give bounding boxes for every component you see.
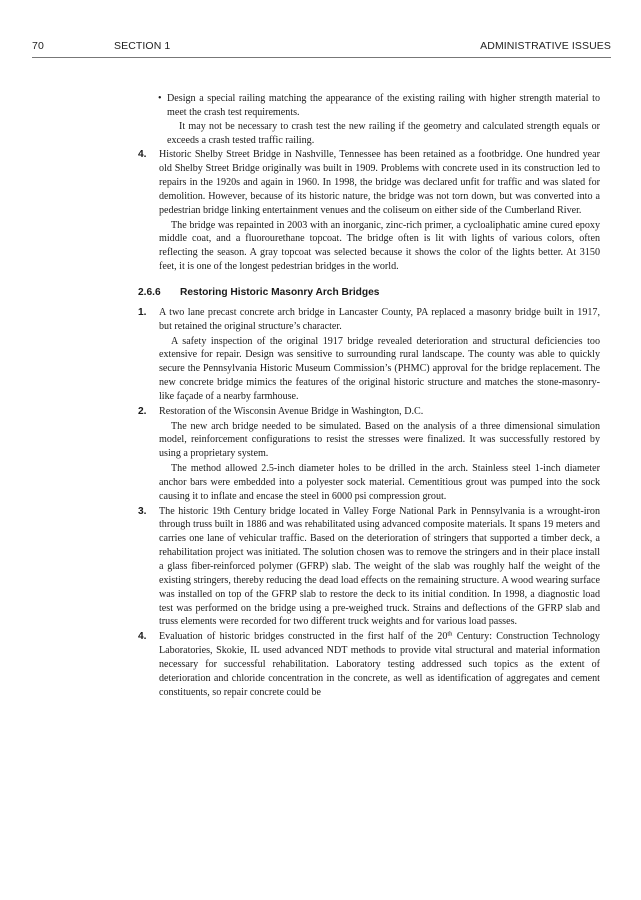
bullet-text: Design a special railing matching the appearance of the existing railing with higher strength material to meet the crash test requirements. (167, 93, 600, 118)
item-number: 2. (138, 405, 147, 417)
paragraph: Restoration of the Wisconsin Avenue Bridge in Washington, D.C. (159, 405, 424, 417)
bullet-followup: It may not be necessary to crash test the new railing if the geometry and calculated strength equals or exceeds a crash tested traffic railing. (167, 120, 600, 146)
paragraph: A two lane precast concrete arch bridge in Lancaster County, PA replaced a masonry bridge built in 1917, but retained the original structure’s character. (159, 306, 600, 332)
body-text (138, 92, 600, 699)
bullet-item (138, 92, 600, 147)
page-number: 70 (32, 40, 44, 52)
paragraph: Historic Shelby Street Bridge in Nashville, Tennessee has been retained as a footbridge. One hundred year old Shelby Street Bridge originally was built in 1909. Problems with concrete used in its construction led to repairs in the 1920s and again in 1960. In 1998, the bridge was declared unfit for traffic and was slated for demolition. However, because of its historic nature, the bridge was not torn down, but was converted into a pedestrian bridge linking entertainment venues and the coliseum on either side of the Cumberland River. (159, 149, 600, 216)
list-item-4-shelby (138, 148, 600, 274)
paragraph: The historic 19th Century bridge located in Valley Forge National Park in Pennsylvania is a wrought-iron through truss built in 1886 and was rehabilitated using advanced composite materials. It spans 19 meters and carries one lane of vehicular traffic. Based on the deterioration of stringers that supported a timber deck, a rehabilitation project was initiated. The solution chosen was to remove the stringers and in their place install a glass fiber-reinforced polymer (GFRP) slab. The weight of the slab was roughly half the weight of the existing stringers, thereby reducing the dead load effects on the remaining structure. A wood wearing surface was installed on top of the GFRP slab to restore the deck to its initial condition. In 1998, a diagnostic load test was performed on the bridge using a pre-weighed truck. Strains and deflections of the GFRP slab and truss elements were recorded for two different truck weights and for various load passes. (159, 505, 600, 628)
list-item-3-valley-forge (138, 505, 600, 630)
bullet-marker: • (158, 93, 162, 104)
item-number: 4. (138, 149, 147, 161)
item-number: 3. (138, 505, 147, 517)
paragraph (159, 630, 600, 699)
text-run: Evaluation of historic bridges constructed in the first half of the 20 (159, 631, 448, 643)
running-header (32, 40, 611, 56)
list-item-2-wisconsin (138, 405, 600, 504)
section-heading (138, 286, 600, 300)
paragraph: The method allowed 2.5-inch diameter holes to be drilled in the arch. Stainless steel 1-inch diameter anchor bars were embedded into a polyester sock material. Cementitious grout was pumped into the sock causing it to inflate and encase the steel in 6000 psi compression grout. (159, 463, 600, 502)
paragraph: The new arch bridge needed to be simulated. Based on the analysis of a three dimensional simulation model, reinforcement configurations to resist the stresses were finalized. It was successfully restored by using a proprietary system. (159, 420, 600, 460)
section-number: 2.6.6 (138, 286, 161, 298)
paragraph: A safety inspection of the original 1917 bridge revealed deterioration and structural deficiencies too extensive for repair. Design was sensitive to surrounding rural landscape. The county was able to quickly secure the Pennsylvania Historic Museum Commission’s (PHMC) approval for the bridge replacement. The new concrete bridge mimics the features of the original historic structure and matches the stone-masonry-like façade of a nearby farmhouse. (159, 335, 600, 402)
item-number: 1. (138, 306, 147, 318)
paragraph: The bridge was repainted in 2003 with an inorganic, zinc-rich primer, a cycloaliphatic amine cured epoxy middle coat, and a fluorourethane topcoat. The bridge often is lit with lights of various colors, often reflecting the season. A gray topcoat was selected because it shows the color of the lights better. At 3150 feet, it is one of the longest pedestrian bridges in the world. (159, 219, 600, 273)
item-number: 4. (138, 631, 147, 643)
list-item-4-evaluation (138, 630, 600, 699)
list-item-1-lancaster (138, 306, 600, 404)
text-run: Century: Construction Technology Laboratories, Skokie, IL used advanced NDT methods to provide vital structural and material information necessary for successful rehabilitation. Laboratory testing addressed such topics as the extent of deterioration and chloride concentration in the concrete, as well as identification of aggregates and cement constituents, so repair concrete could be (159, 631, 600, 698)
header-rule (32, 57, 611, 58)
superscript: th (447, 630, 453, 638)
section-title: Restoring Historic Masonry Arch Bridges (180, 286, 380, 298)
chapter-title: ADMINISTRATIVE ISSUES (480, 40, 611, 52)
section-label: SECTION 1 (114, 40, 171, 52)
